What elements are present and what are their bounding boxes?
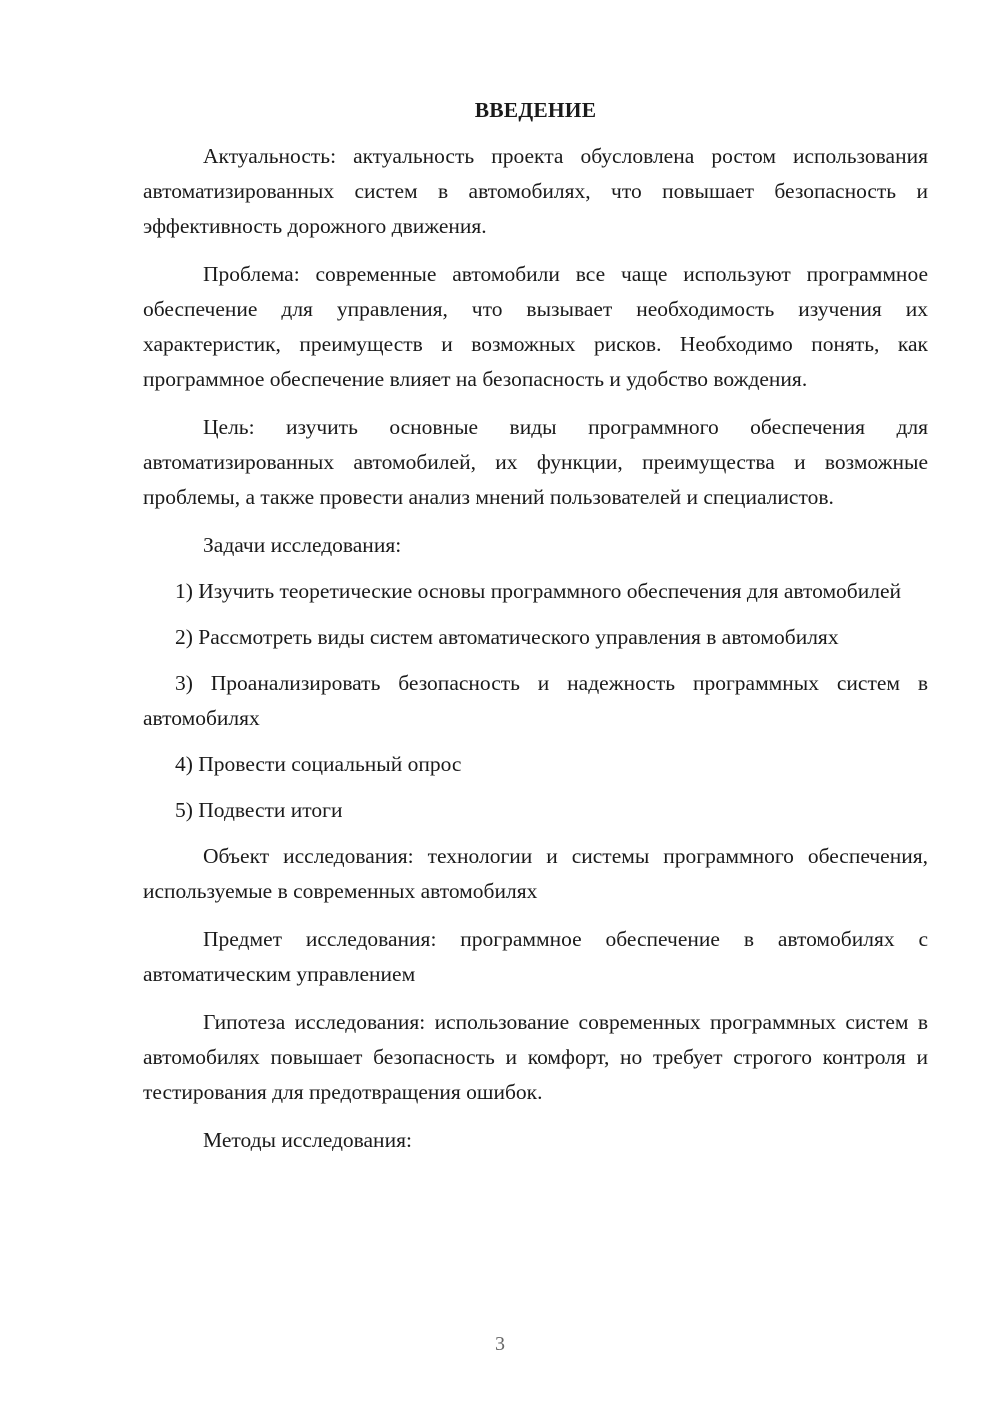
page-number: 3 <box>495 1333 505 1355</box>
paragraph-problem: Проблема: современные автомобили все чаще используют программное обеспечение для управления, что вызывает необходимость изучения их характеристик, преимуществ и возможных рисков. Необходимо понять, как программное обеспечение влияет на безопасность и удобство вождения. <box>143 262 928 391</box>
list-item-task-2: 2) Рассмотреть виды систем автоматического управления в автомобилях <box>175 625 839 649</box>
paragraph-subject: Предмет исследования: программное обеспечение в автомобилях с автоматическим управлением <box>143 927 928 986</box>
list-item-task-5: 5) Подвести итоги <box>175 798 343 822</box>
list-item-task-1: 1) Изучить теоретические основы программного обеспечения для автомобилей <box>175 579 902 603</box>
list-item-task-4: 4) Провести социальный опрос <box>175 752 462 776</box>
methods-heading: Методы исследования: <box>203 1128 412 1152</box>
paragraph-object: Объект исследования: технологии и системы программного обеспечения, используемые в современных автомобилях <box>143 844 928 903</box>
section-title: ВВЕДЕНИЕ <box>474 98 597 122</box>
paragraph-relevance: Актуальность: актуальность проекта обусловлена ростом использования автоматизированных систем в автомобилях, что повышает безопасность и эффективность дорожного движения. <box>143 144 928 238</box>
tasks-heading: Задачи исследования: <box>203 533 402 557</box>
paragraph-hypothesis: Гипотеза исследования: использование современных программных систем в автомобилях повышает безопасность и комфорт, но требует строгого контроля и тестирования для предотвращения ошибок. <box>143 1010 928 1104</box>
page-content <box>143 92 928 1171</box>
list-item-task-3: 3) Проанализировать безопасность и надежность программных систем в автомобилях <box>143 671 928 730</box>
paragraph-goal: Цель: изучить основные виды программного обеспечения для автоматизированных автомобилей, их функции, преимущества и возможные проблемы, а также провести анализ мнений пользователей и специалистов. <box>143 415 928 509</box>
